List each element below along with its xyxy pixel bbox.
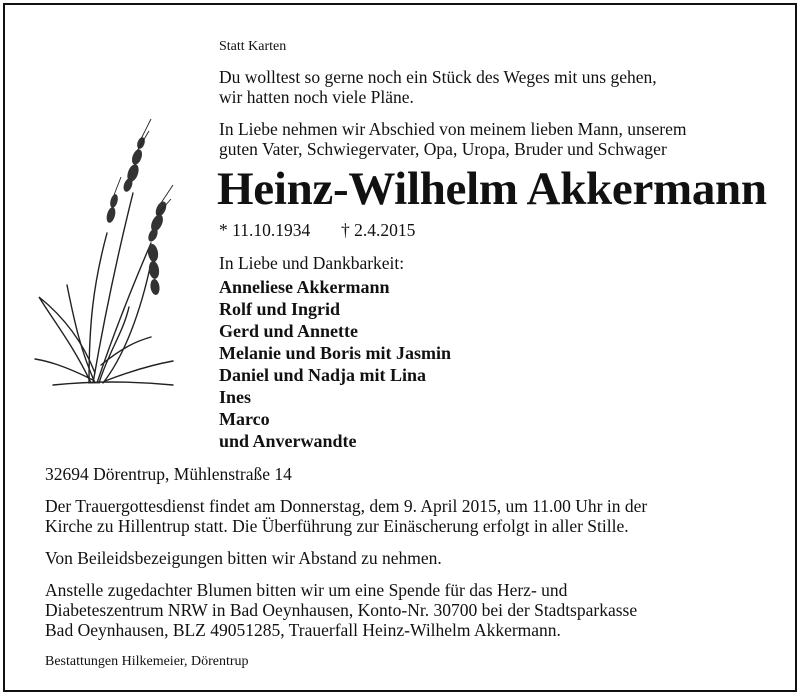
mourner: Ines: [219, 387, 252, 407]
intro-line-2: guten Vater, Schwiegervater, Opa, Uropa, Bruder und Schwager: [219, 139, 667, 159]
service-line-1: Der Trauergottesdienst findet am Donnerstag, dem 9. April 2015, um 11.00 Uhr in der: [45, 496, 648, 516]
condolences-note: Von Beileidsbezeigungen bitten wir Abstand zu nehmen.: [45, 548, 442, 568]
poem-line-2: wir hatten noch viele Pläne.: [219, 87, 414, 107]
address: 32694 Dörentrup, Mühlenstraße 14: [45, 464, 292, 484]
wheat-icon: [33, 115, 183, 390]
death-date: † 2.4.2015: [340, 220, 416, 240]
mourner: Gerd und Annette: [219, 321, 359, 341]
mourner: Marco: [219, 409, 270, 429]
donation-line-1: Anstelle zugedachter Blumen bitten wir um eine Spende für das Herz- und: [45, 580, 568, 600]
donation-line-3: Bad Oeynhausen, BLZ 49051285, Trauerfall Heinz-Wilhelm Akkermann.: [45, 620, 561, 640]
funeral-home: Bestattungen Hilkemeier, Dörentrup: [45, 654, 249, 669]
life-dates: [219, 220, 415, 240]
mourner: Anneliese Akkermann: [219, 277, 390, 297]
statt-karten-label: Statt Karten: [219, 39, 287, 54]
deceased-name: Heinz-Wilhelm Akkermann: [217, 163, 767, 215]
mourner: Rolf und Ingrid: [219, 299, 341, 319]
birth-date: * 11.10.1934: [219, 220, 311, 240]
mourner: Melanie und Boris mit Jasmin: [219, 343, 452, 363]
mourner: Daniel und Nadja mit Lina: [219, 365, 427, 385]
service-line-2: Kirche zu Hillentrup statt. Die Überführung zur Einäscherung erfolgt in aller Stille.: [45, 516, 629, 536]
intro-line-1: In Liebe nehmen wir Abschied von meinem lieben Mann, unserem: [219, 119, 687, 139]
mourner: und Anverwandte: [219, 431, 357, 451]
poem-line-1: Du wolltest so gerne noch ein Stück des Weges mit uns gehen,: [219, 67, 657, 87]
donation-line-2: Diabeteszentrum NRW in Bad Oeynhausen, Konto-Nr. 30700 bei der Stadtsparkasse: [45, 600, 638, 620]
gratitude-label: In Liebe und Dankbarkeit:: [219, 253, 405, 273]
obituary-notice: [3, 3, 797, 692]
